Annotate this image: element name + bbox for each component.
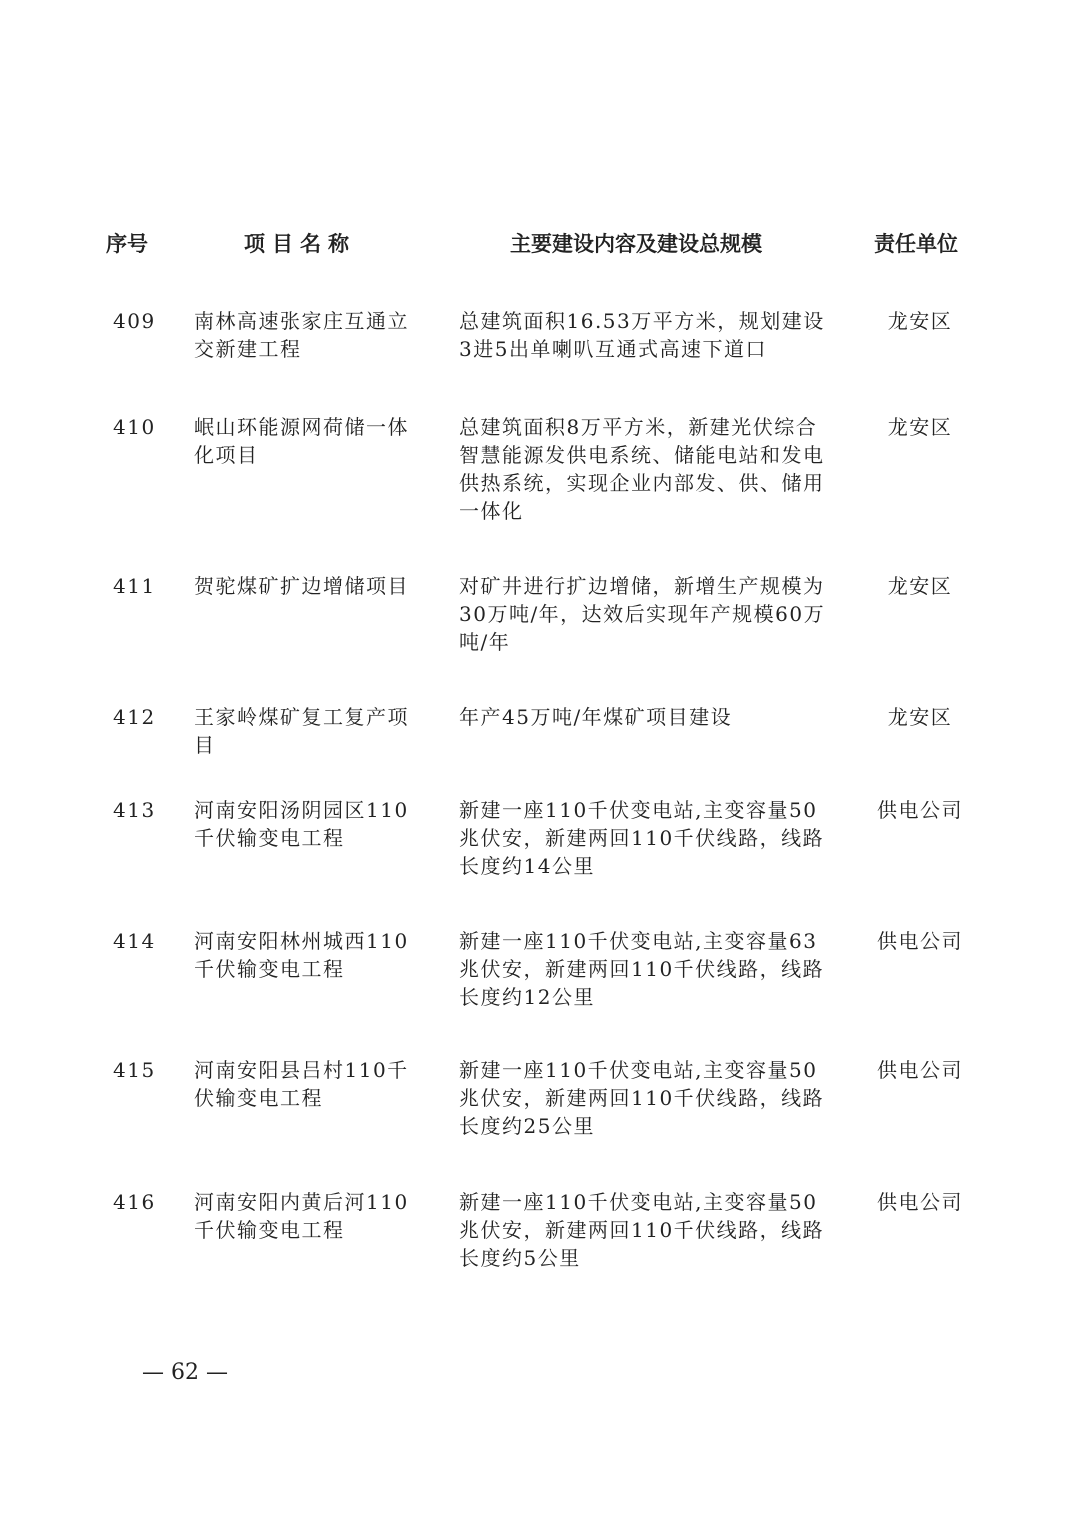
row-construction-content: 新建一座110千伏变电站,主变容量50兆伏安，新建两回110千伏线路，线路长度约5公里 (459, 1190, 825, 1270)
table-header (0, 228, 1080, 260)
row-serial-number: 414 (113, 929, 156, 953)
row-serial-number: 410 (113, 415, 156, 439)
row-construction-content: 对矿井进行扩边增储，新增生产规模为30万吨/年，达效后实现年产规模60万吨/年 (459, 574, 826, 654)
row-responsible-unit: 供电公司 (877, 1190, 963, 1214)
row-construction-content: 总建筑面积8万平方米，新建光伏综合智慧能源发供电系统、储能电站和发电供热系统，实现企业内部发、供、储用一体化 (459, 415, 825, 523)
row-responsible-unit: 龙安区 (887, 574, 953, 598)
row-project-name: 贺驼煤矿扩边增储项目 (194, 574, 409, 598)
row-construction-content: 新建一座110千伏变电站,主变容量50兆伏安，新建两回110千伏线路，线路长度约14公里 (459, 798, 825, 878)
row-project-name: 河南安阳县吕村110千伏输变电工程 (194, 1058, 409, 1110)
page-number: — 62 — (142, 1360, 228, 1385)
row-responsible-unit: 龙安区 (887, 705, 953, 729)
row-construction-content: 总建筑面积16.53万平方米，规划建设3进5出单喇叭互通式高速下道口 (459, 309, 825, 361)
row-responsible-unit: 龙安区 (887, 415, 953, 439)
row-project-name: 南林高速张家庄互通立交新建工程 (194, 309, 409, 361)
row-serial-number: 412 (113, 705, 156, 729)
row-project-name: 岷山环能源网荷储一体化项目 (194, 415, 409, 467)
header-construction-content: 主要建设内容及建设总规模 (510, 232, 762, 256)
row-project-name: 河南安阳内黄后河110千伏输变电工程 (194, 1190, 409, 1242)
row-responsible-unit: 供电公司 (877, 1058, 963, 1082)
row-project-name: 河南安阳林州城西110千伏输变电工程 (194, 929, 409, 981)
row-serial-number: 409 (113, 309, 156, 333)
header-serial-number: 序号 (106, 232, 148, 256)
row-responsible-unit: 供电公司 (877, 929, 963, 953)
row-construction-content: 新建一座110千伏变电站,主变容量50兆伏安，新建两回110千伏线路，线路长度约25公里 (459, 1058, 825, 1138)
header-project-name: 项目名称 (244, 232, 356, 256)
row-construction-content: 年产45万吨/年煤矿项目建设 (459, 705, 733, 729)
row-project-name: 王家岭煤矿复工复产项目 (194, 705, 409, 757)
row-serial-number: 411 (113, 574, 156, 598)
header-responsible-unit: 责任单位 (874, 232, 958, 256)
row-responsible-unit: 供电公司 (877, 798, 963, 822)
row-project-name: 河南安阳汤阴园区110千伏输变电工程 (194, 798, 409, 850)
row-construction-content: 新建一座110千伏变电站,主变容量63兆伏安，新建两回110千伏线路，线路长度约12公里 (459, 929, 825, 1009)
row-serial-number: 415 (113, 1058, 156, 1082)
row-responsible-unit: 龙安区 (887, 309, 953, 333)
row-serial-number: 416 (113, 1190, 156, 1214)
row-serial-number: 413 (113, 798, 156, 822)
